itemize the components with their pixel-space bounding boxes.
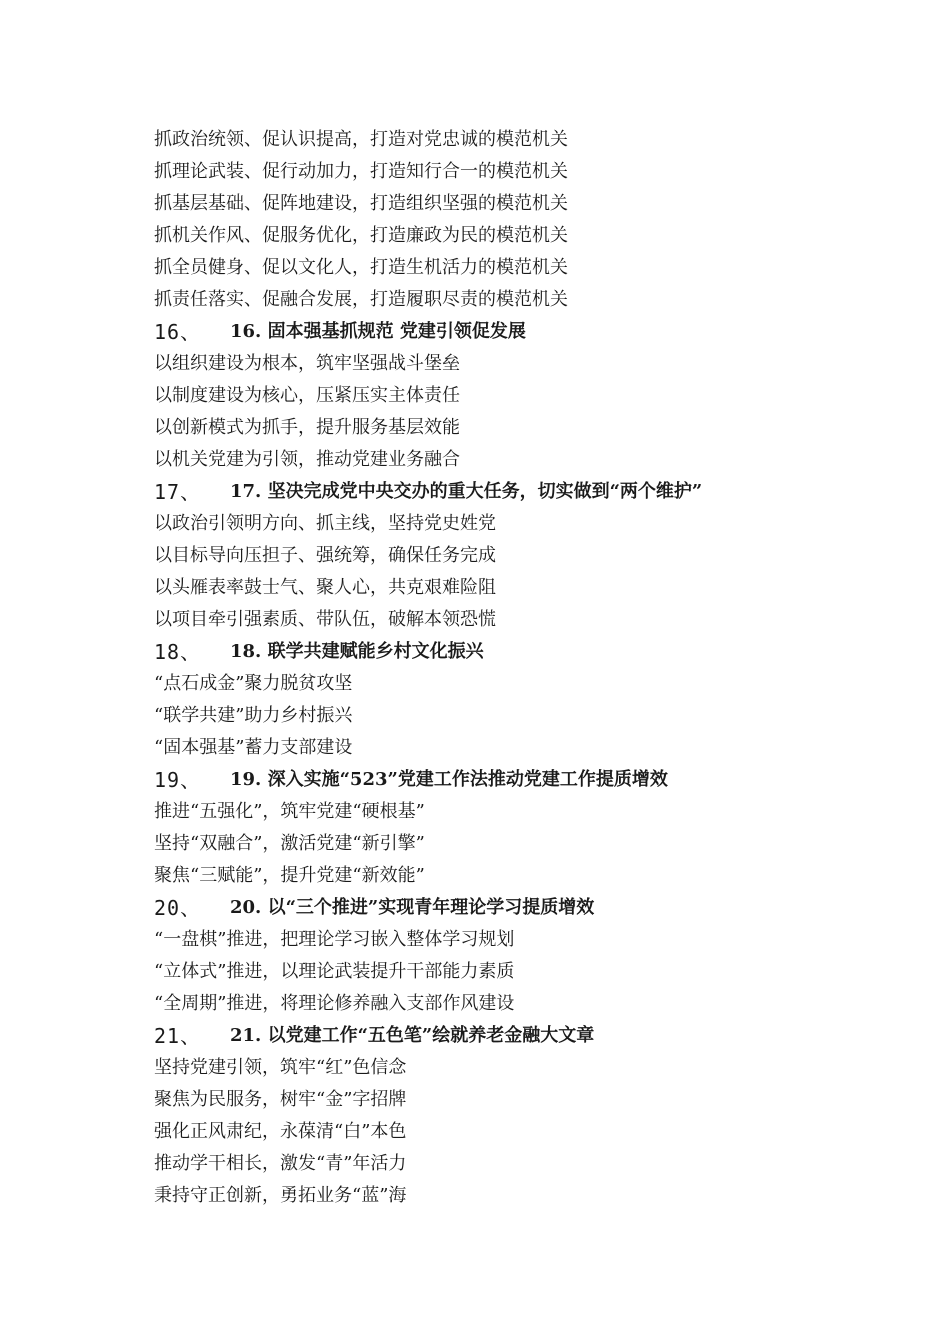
list-item: 以头雁表率鼓士气、聚人心，共克艰难险阻 xyxy=(154,577,496,598)
section-heading xyxy=(154,892,854,924)
list-item: 以组织建设为根本，筑牢坚强战斗堡垒 xyxy=(154,353,460,374)
list-item: 以制度建设为核心，压紧压实主体责任 xyxy=(154,385,460,406)
section-heading xyxy=(154,476,854,508)
section-number: 20、 xyxy=(154,896,202,920)
list-item: 推进“五强化”，筑牢党建“硬根基” xyxy=(154,801,425,822)
list-item: 聚焦为民服务，树牢“金”字招牌 xyxy=(154,1089,407,1110)
section-number: 16、 xyxy=(154,320,202,344)
list-item: “全周期”推进，将理论修养融入支部作风建设 xyxy=(154,993,515,1014)
list-item: 抓理论武装、促行动加力，打造知行合一的模范机关 xyxy=(154,161,568,182)
section-title: 17. 坚决完成党中央交办的重大任务，切实做到“两个维护” xyxy=(230,481,703,502)
list-item: 强化正风肃纪，永葆清“白”本色 xyxy=(154,1121,407,1142)
section-title: 16. 固本强基抓规范 党建引领促发展 xyxy=(230,321,526,342)
section-title: 19. 深入实施“523”党建工作法推动党建工作提质增效 xyxy=(230,769,668,790)
section-heading xyxy=(154,764,854,796)
list-item: 抓基层基础、促阵地建设，打造组织坚强的模范机关 xyxy=(154,193,568,214)
section-number: 21、 xyxy=(154,1024,202,1048)
section-heading xyxy=(154,1020,854,1052)
list-item: “一盘棋”推进，把理论学习嵌入整体学习规划 xyxy=(154,929,515,950)
list-item: 推动学干相长，激发“青”年活力 xyxy=(154,1153,407,1174)
list-item: 抓责任落实、促融合发展，打造履职尽责的模范机关 xyxy=(154,289,568,310)
list-item: 秉持守正创新，勇拓业务“蓝”海 xyxy=(154,1185,407,1206)
section-number: 18、 xyxy=(154,640,202,664)
document-body xyxy=(154,124,854,1212)
list-item: 聚焦“三赋能”，提升党建“新效能” xyxy=(154,865,425,886)
section-title: 18. 联学共建赋能乡村文化振兴 xyxy=(230,641,484,662)
section-heading xyxy=(154,636,854,668)
list-item: “固本强基”蓄力支部建设 xyxy=(154,737,353,758)
list-item: “立体式”推进，以理论武装提升干部能力素质 xyxy=(154,961,515,982)
section-21 xyxy=(154,1020,854,1212)
section-19 xyxy=(154,764,854,892)
list-item: 以机关党建为引领，推动党建业务融合 xyxy=(154,449,460,470)
section-17 xyxy=(154,476,854,636)
list-item: 抓机关作风、促服务优化，打造廉政为民的模范机关 xyxy=(154,225,568,246)
section-number: 19、 xyxy=(154,768,202,792)
list-item: 以目标导向压担子、强统筹，确保任务完成 xyxy=(154,545,496,566)
list-item: 抓政治统领、促认识提高，打造对党忠诚的模范机关 xyxy=(154,129,568,150)
list-item: 坚持“双融合”，激活党建“新引擎” xyxy=(154,833,425,854)
list-item: 以政治引领明方向、抓主线，坚持党史姓党 xyxy=(154,513,496,534)
list-item: 以项目牵引强素质、带队伍，破解本领恐慌 xyxy=(154,609,496,630)
section-18 xyxy=(154,636,854,764)
section-20 xyxy=(154,892,854,1020)
list-item: 以创新模式为抓手，提升服务基层效能 xyxy=(154,417,460,438)
section-number: 17、 xyxy=(154,480,202,504)
section-heading xyxy=(154,316,854,348)
list-item: 抓全员健身、促以文化人，打造生机活力的模范机关 xyxy=(154,257,568,278)
section-16 xyxy=(154,316,854,476)
intro-list xyxy=(154,124,854,316)
section-title: 20. 以“三个推进”实现青年理论学习提质增效 xyxy=(230,897,595,918)
list-item: “联学共建”助力乡村振兴 xyxy=(154,705,353,726)
list-item: “点石成金”聚力脱贫攻坚 xyxy=(154,673,353,694)
list-item: 坚持党建引领，筑牢“红”色信念 xyxy=(154,1057,407,1078)
section-title: 21. 以党建工作“五色笔”绘就养老金融大文章 xyxy=(230,1025,595,1046)
